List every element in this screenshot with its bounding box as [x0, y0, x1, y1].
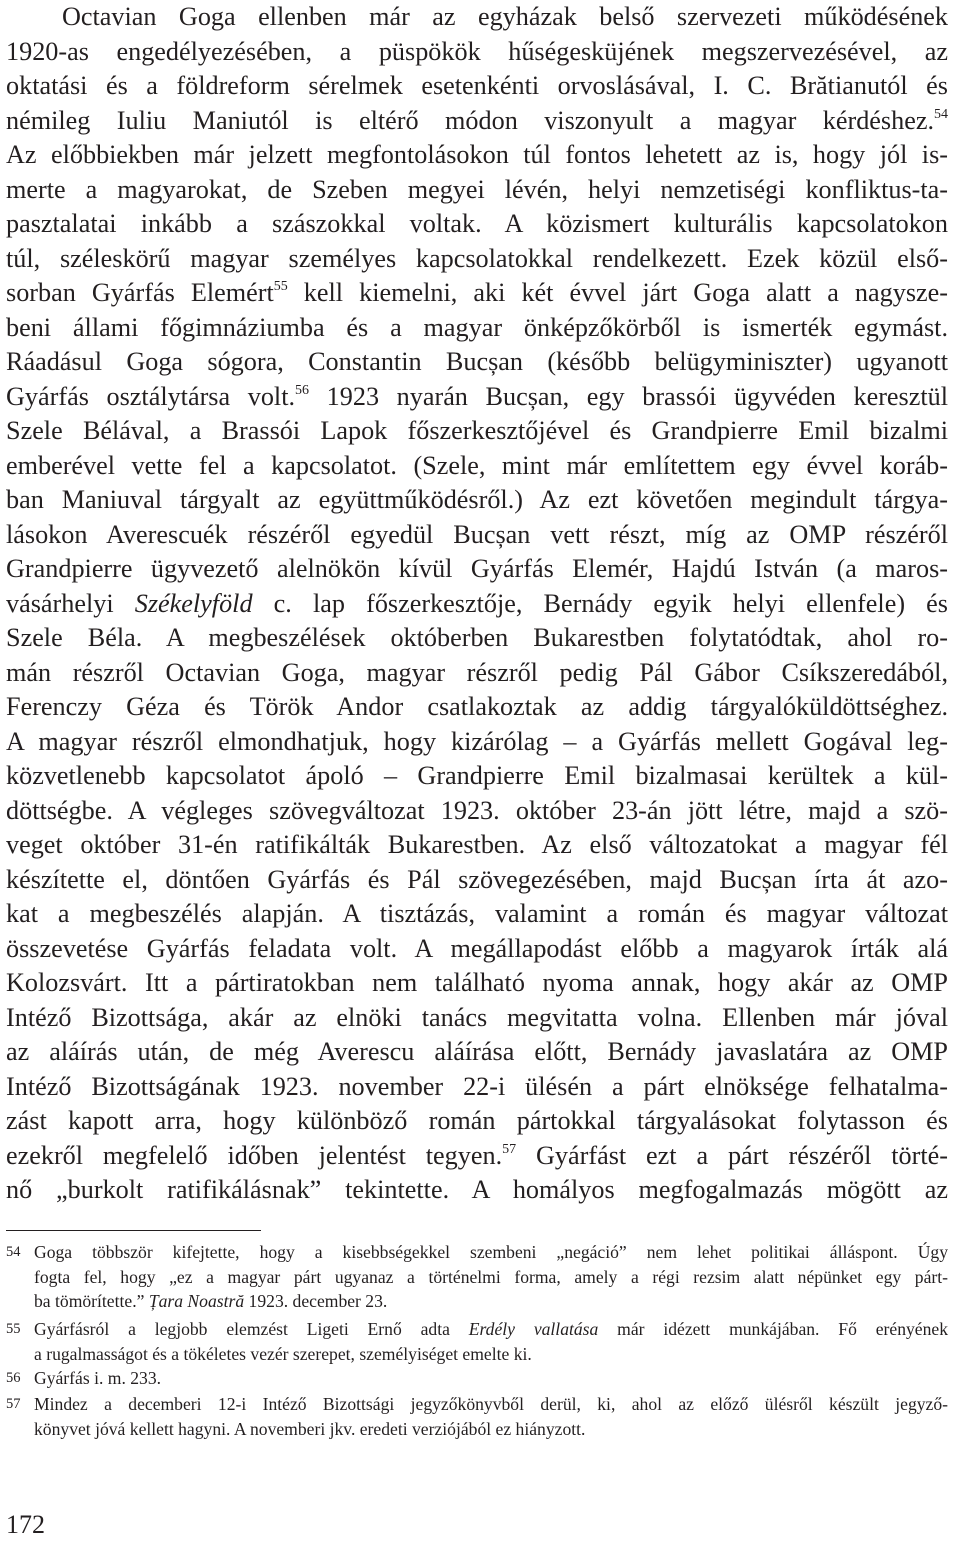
footnote-number: 57: [6, 1396, 21, 1412]
footnote-separator: [6, 1230, 261, 1231]
page-number: 172: [6, 1510, 45, 1539]
text-line: készítette el, döntően Gyárfás és Pál szövegezésében, majd Bucșan írta át azo-: [6, 864, 948, 894]
text-line: beni állami főgimnáziumba és a magyar önképzőkörből is ismerték egymást.: [6, 312, 948, 342]
text-line: nő „burkolt ratifikálásnak” tekintette. A homályos megfogalmazás mögött az: [6, 1175, 948, 1204]
text-line: pasztalatai inkább a szászokkal voltak. A közismert kulturális kapcsolatokon: [6, 209, 948, 238]
text-line: túl, széleskörű magyar személyes kapcsolatokkal rendelkezett. Ezek közül első-: [6, 243, 948, 273]
footnote-ref: 56: [295, 382, 310, 398]
text-line: sorban Gyárfás Elemért$^{55}$ kell kiemelni, aki két évvel járt Goga alatt a nagysze-: [6, 278, 948, 307]
text-line: Gyárfás osztálytársa volt.$^{56}$ 1923 nyarán Bucșan, egy brassói ügyvéden keresztül: [6, 381, 948, 411]
text-line: 1920-as engedélyezésében, a püspökök hűségesküjének megszervezésével, az: [6, 36, 948, 66]
text-line: mán részről Octavian Goga, magyar részről pedig Pál Gábor Csíkszeredából,: [6, 657, 948, 687]
text-line: emberével vette fel a kapcsolatot. (Szele, mint már említettem egy évvel koráb-: [6, 450, 948, 480]
text-line: Kolozsvárt. Itt a pártiratokban nem található nyoma annak, hogy akár az OMP: [6, 968, 948, 997]
footnote-line: Gyárfásról a legjobb elemzést Ligeti Ernő adta Erdély vallatása már idézett munkájában. Fő erényének: [34, 1319, 948, 1339]
text-line: Szele Bélával, a Brassói Lapok főszerkesztőjével és Grandpierre Emil bizalmi: [6, 416, 948, 445]
text-line: Grandpierre ügyvezető alelnökön kívül Gyárfás Elemér, Hajdú István (a maros-: [6, 554, 948, 583]
text-line: Szele Béla. A megbeszélések októberben Bukarestben folytatódtak, ahol ro-: [6, 623, 948, 652]
footnote-ref: 57: [502, 1141, 517, 1157]
text-line: Intéző Bizottságának 1923. november 22-i ülésén a párt elnöksége felhatalma-: [6, 1071, 948, 1101]
text-line: ban Maniuval tárgyalt az együttműködésről.) Az ezt követően megindult tárgya-: [6, 485, 948, 514]
text-line: Intéző Bizottsága, akár az elnöki tanács megvitatta volna. Ellenben már jóval: [6, 1002, 948, 1032]
footnote-line: Goga többször kifejtette, hogy a kisebbségekkel szembeni „negáció” nem lehet politikai álláspont. Úgy: [34, 1242, 948, 1262]
footnote-ref: 54: [934, 106, 948, 122]
text-line: lásokon Averescuék részéről egyedül Bucșan vett részt, míg az OMP részéről: [6, 519, 948, 549]
footnote-ref: 55: [273, 279, 288, 294]
text-line: Ráadásul Goga sógora, Constantin Bucșan (később belügyminiszter) ugyanott: [6, 347, 948, 376]
footnote-line: fogta fel, hogy „ez a magyar párt ugyanaz a történelmi forma, amely a régi rezsim alatt népünket egy párt-: [34, 1266, 948, 1287]
text-line: némileg Iuliu Maniutól is eltérő módon viszonyult a magyar kérdéshez.$^{54}$: [6, 105, 948, 135]
text-line: merte a magyarokat, de Szeben megyei lévén, helyi nemzetiségi konfliktus-ta-: [6, 174, 948, 204]
footnote-number: 54: [6, 1244, 21, 1260]
italic-title: Erdély vallatása: [468, 1319, 599, 1339]
footnote-line: Gyárfás i. m. 233.: [34, 1368, 162, 1388]
text-line: veget október 31-én ratifikálták Bukarestben. Az első változatokat a magyar fél: [6, 830, 948, 859]
text-line: vásárhelyi Székelyföld c. lap főszerkesztője, Bernády egyik helyi ellenfele) és: [6, 588, 948, 618]
text-line: kat a megbeszélés alapján. A tisztázás, valamint a román és magyar változat: [6, 899, 948, 928]
text-line: Ferenczy Géza és Török Andor csatlakoztak az addig tárgyalóküldöttséghez.: [6, 692, 948, 721]
footnote-line: Mindez a decemberi 12-i Intéző Bizottsági jegyzőkönyvből derül, ki, ahol az előző ülésről készült jegyző-: [34, 1394, 948, 1414]
text-line: A magyar részről elmondhatjuk, hogy kizárólag – a Gyárfás mellett Gogával leg-: [6, 726, 948, 756]
text-line: Az előbbiekben már jelzett megfontolásokon túl fontos lehetett az is, hogy jól is-: [6, 140, 948, 169]
text-line: ezekről megfelelő időben jelentést tegyen.$^{57}$ Gyárfást ezt a párt részéről törté-: [6, 1140, 948, 1170]
text-line: összevetése Gyárfás feladata volt. A megállapodást előbb a magyarok írták alá: [6, 933, 948, 963]
footnote-line: könyvet jóvá kellett hagyni. A novemberi jkv. eredeti verziójából ez hiányzott.: [34, 1418, 586, 1439]
footnote-line: a rugalmasságot és a tökéletes vezér szerepet, személyiséget emelte ki.: [34, 1343, 532, 1364]
footnote-number: 55: [6, 1321, 21, 1337]
text-line: Octavian Goga ellenben már az egyházak belső szervezeti működésének: [62, 2, 948, 31]
text-line: döttségbe. A végleges szövegváltozat 1923. október 23-án jött létre, majd a szö-: [6, 795, 948, 825]
text-line: zást kapott arra, hogy különböző román pártokkal tárgyalásokat folytasson és: [6, 1106, 948, 1135]
text-line: oktatási és a földreform sérelmek esetenkénti orvoslásával, I. C. Brătianutól és: [6, 71, 948, 100]
footnote-line: ba tömörítette.” Țara Noastră 1923. december 23.: [34, 1291, 388, 1311]
text-line: közvetlenebb kapcsolatot ápoló – Grandpierre Emil bizalmasai kerültek a kül-: [6, 761, 948, 790]
italic-title: Székelyföld: [134, 588, 253, 618]
footnote-number: 56: [6, 1370, 21, 1386]
italic-title: Țara Noastră: [148, 1291, 245, 1311]
text-line: az aláírás után, de még Averescu aláírása előtt, Bernády javaslatára az OMP: [6, 1037, 948, 1066]
